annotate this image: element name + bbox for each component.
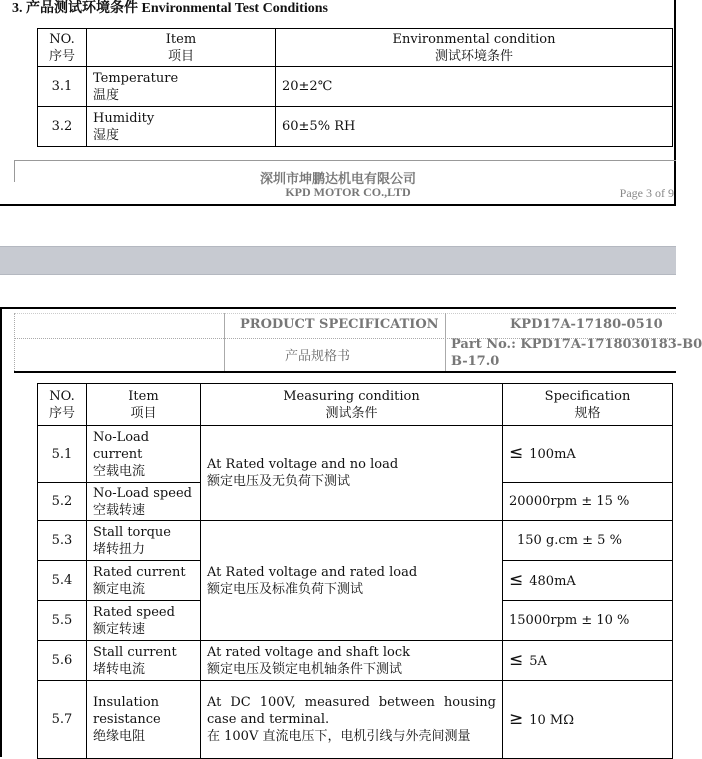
row-item: Insulation resistance 绝缘电阻 <box>87 681 201 759</box>
header-doc-number: KPD17A-17180-0510 <box>510 317 663 332</box>
table-row <box>38 67 673 107</box>
row-no: 5.6 <box>38 641 87 681</box>
row-spec: ≤ 480mA <box>503 561 673 601</box>
row-spec: 15000rpm ± 10 % <box>503 601 673 641</box>
row-no: 3.2 <box>38 107 87 147</box>
header-no: NO. 序号 <box>38 384 87 426</box>
header-divider <box>224 313 225 371</box>
header-part-number-cont: B-17.0 <box>451 354 500 369</box>
row-no: 5.1 <box>38 426 87 483</box>
row-value: 20±2℃ <box>276 67 673 107</box>
page-separator-band <box>0 246 676 275</box>
page-header <box>2 309 702 371</box>
table-row <box>38 641 673 681</box>
row-item: Stall current 堵转电流 <box>87 641 201 681</box>
row-value: 60±5% RH <box>276 107 673 147</box>
row-condition-stall: At rated voltage and shaft lock 额定电压及锁定电机轴条件下测试 <box>201 641 503 681</box>
header-divider <box>445 313 446 371</box>
table-row <box>38 681 673 759</box>
environmental-conditions-table <box>37 28 673 147</box>
table-row <box>38 521 673 561</box>
header-condition: Measuring condition 测试条件 <box>201 384 503 426</box>
row-no: 5.2 <box>38 483 87 521</box>
section-3-title: 3. 产品测试环境条件 Environmental Test Conditions <box>12 1 328 16</box>
row-item: Stall torque 堵转扭力 <box>87 521 201 561</box>
row-spec: ≥ 10 MΩ <box>503 681 673 759</box>
header-no: NO. 序号 <box>38 29 87 67</box>
header-specification: Specification 规格 <box>503 384 673 426</box>
row-item: Humidity 湿度 <box>87 107 276 147</box>
table-row <box>38 107 673 147</box>
row-item: Rated current 额定电流 <box>87 561 201 601</box>
header-part-number: Part No.: KPD17A-1718030183-B0 <box>451 337 702 352</box>
header-bottom-rule <box>14 371 676 373</box>
footer-divider <box>14 160 676 161</box>
footer-page-number: Page 3 of 9 <box>619 186 674 200</box>
row-item: Temperature 温度 <box>87 67 276 107</box>
table-row <box>38 426 673 483</box>
footer-company-en: KPD MOTOR CO.,LTD <box>285 185 411 199</box>
row-item: No-Load current 空载电流 <box>87 426 201 483</box>
header-divider <box>14 313 15 371</box>
row-no: 5.5 <box>38 601 87 641</box>
footer-company-cn: 深圳市坤鹏达机电有限公司 <box>259 172 416 187</box>
row-item: No-Load speed 空载转速 <box>87 483 201 521</box>
row-spec: 150 g.cm ± 5 % <box>503 521 673 561</box>
performance-spec-table <box>37 383 673 759</box>
document-page-3 <box>0 0 676 206</box>
header-item: Item 项目 <box>87 384 201 426</box>
table-header-row <box>38 384 673 426</box>
row-item: Rated speed 额定转速 <box>87 601 201 641</box>
header-condition: Environmental condition 测试环境条件 <box>276 29 673 67</box>
row-spec: 20000rpm ± 15 % <box>503 483 673 521</box>
header-item: Item 项目 <box>87 29 276 67</box>
header-spec-title-cn: 产品规格书 <box>285 349 351 364</box>
page-gap <box>0 206 676 307</box>
row-no: 5.4 <box>38 561 87 601</box>
row-no: 3.1 <box>38 67 87 107</box>
row-condition-noload: At Rated voltage and no load 额定电压及无负荷下测试 <box>201 426 503 521</box>
row-spec: ≤ 100mA <box>503 426 673 483</box>
table-header-row <box>38 29 673 67</box>
document-page-4 <box>0 307 702 757</box>
header-spec-title-en: PRODUCT SPECIFICATION <box>240 317 439 332</box>
row-condition-insulation: At DC 100V, measured between housing case and terminal. 在 100V 直流电压下，电机引线与外壳间测量 <box>201 681 503 759</box>
row-spec: ≤ 5A <box>503 641 673 681</box>
row-no: 5.3 <box>38 521 87 561</box>
row-condition-rated: At Rated voltage and rated load 额定电压及标准负荷下测试 <box>201 521 503 641</box>
row-no: 5.7 <box>38 681 87 759</box>
